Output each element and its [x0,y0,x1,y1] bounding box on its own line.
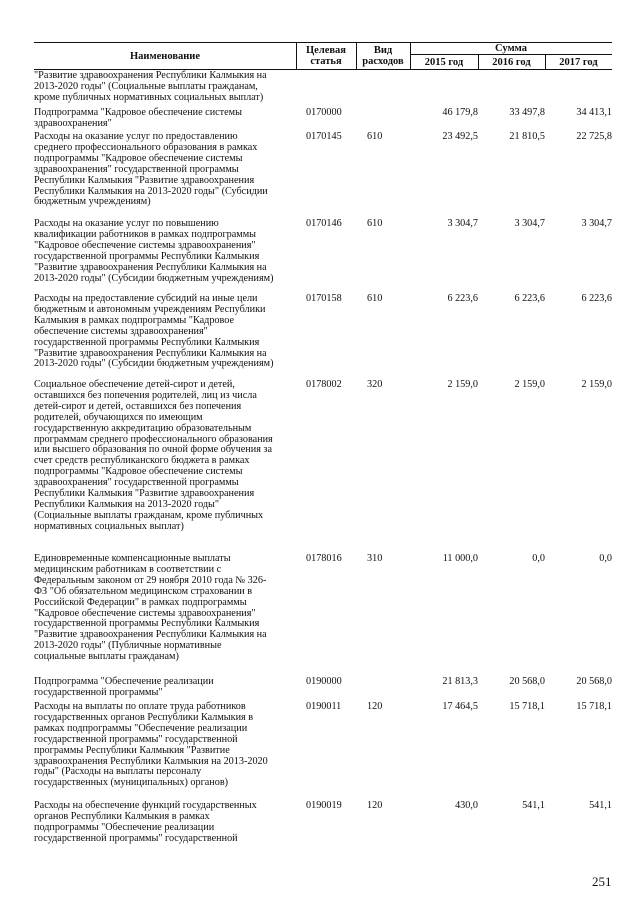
row-amount-2017: 15 718,1 [576,701,612,712]
row-amount-2016: 21 810,5 [509,131,545,142]
row-name: Единовременные компенсационные выплаты медицинским работникам в соответствии с Федеральным законом от 29 ноября 2010 года № 326- ФЗ "Об обязательном медицинском страховании в Российской Федерации" в рамках подпрограммы "Кадровое обеспечение системы здравоохранения" государственной программы Республики Калмыкия "Развитие здравоохранения Республики Калмыкия на 2013-2020 годы" (Публичные нормативные социальные выплаты гражданам) [34,553,267,663]
column-header-sum: Сумма [495,43,527,54]
row-target-article: 0190019 [306,800,342,811]
row-expense-type: 610 [367,131,383,142]
row-name: Социальное обеспечение детей-сирот и детей, оставшихся без попечения родителей, лиц из числа детей-сирот и детей, оставшихся без попечения родителей, обучающихся по имеющим государственную аккредитацию образовательным программам среднего профессионального образования или высшего образования по очной форме обучения за счет средств республиканского бюджета в рамках подпрограммы "Кадровое обеспечение системы здравоохранения" государственной программы Республики Калмыкия "Развитие здравоохранения Республики Калмыкия на 2013-2020 годы" (Социальные выплаты гражданам, кроме публичных нормативных социальных выплат) [34,379,273,532]
row-target-article: 0190011 [306,701,342,712]
row-amount-2016: 33 497,8 [509,107,545,118]
row-target-article: 0178002 [306,379,342,390]
row-expense-type: 320 [367,379,383,390]
row-amount-2015: 3 304,7 [447,218,478,229]
column-header-year-2017: 2017 год [559,57,598,68]
row-amount-2016: 0,0 [532,553,545,564]
row-amount-2016: 541,1 [522,800,545,811]
table-header [34,42,612,70]
row-amount-2015: 17 464,5 [442,701,478,712]
row-amount-2015: 21 813,3 [442,676,478,687]
row-amount-2017: 3 304,7 [581,218,612,229]
row-amount-2016: 6 223,6 [514,293,545,304]
column-header-name: Наименование [130,51,200,62]
row-amount-2015: 6 223,6 [447,293,478,304]
row-name: Расходы на обеспечение функций государственных органов Республики Калмыкия в рамках подпрограммы "Обеспечение реализации государственной программы" государственной [34,800,257,844]
row-name: Расходы на выплаты по оплате труда работников государственных органов Республики Калмыкия в рамках подпрограммы "Обеспечение реализации государственной программы" государственной программы Республики Калмыкия "Развитие здравоохранения Республики Калмыкия на 2013-2020 годы" (Расходы на выплаты персоналу государственных (муниципальных) органов) [34,701,268,789]
row-name: "Развитие здравоохранения Республики Калмыкия на 2013-2020 годы" (Социальные выплаты гражданам, кроме публичных нормативных социальных выплат) [34,70,267,103]
row-expense-type: 610 [367,293,383,304]
row-name: Расходы на оказание услуг по повышению квалификации работников в рамках подпрограммы "Кадровое обеспечение системы здравоохранения" государственной программы Республики Калмыкия "Развитие здравоохранения Республики Калмыкия на 2013-2020 годы" (Субсидии бюджетным учреждениям) [34,218,274,284]
row-amount-2017: 22 725,8 [576,131,612,142]
row-amount-2015: 2 159,0 [447,379,478,390]
row-target-article: 0170146 [306,218,342,229]
row-name: Подпрограмма "Обеспечение реализации государственной программы" [34,676,214,698]
row-expense-type: 120 [367,800,383,811]
row-target-article: 0190000 [306,676,342,687]
row-amount-2017: 34 413,1 [576,107,612,118]
row-amount-2017: 6 223,6 [581,293,612,304]
column-header-expense-type: Вид расходов [362,45,404,67]
row-name: Подпрограмма "Кадровое обеспечение системы здравоохранения" [34,107,242,129]
row-amount-2017: 0,0 [599,553,612,564]
header-sum-rule [411,54,612,55]
row-amount-2016: 2 159,0 [514,379,545,390]
row-amount-2017: 2 159,0 [581,379,612,390]
row-amount-2016: 3 304,7 [514,218,545,229]
column-header-target-article: Целевая статья [306,45,346,67]
row-target-article: 0170000 [306,107,342,118]
row-amount-2015: 23 492,5 [442,131,478,142]
row-expense-type: 610 [367,218,383,229]
row-amount-2016: 20 568,0 [509,676,545,687]
row-target-article: 0170145 [306,131,342,142]
row-target-article: 0178016 [306,553,342,564]
row-expense-type: 120 [367,701,383,712]
row-name: Расходы на предоставление субсидий на иные цели бюджетным и автономным учреждениям Республики Калмыкия в рамках подпрограммы "Кадровое обеспечение системы здравоохранения" государственной программы Республики Калмыкия "Развитие здравоохранения Республики Калмыкия на 2013-2020 годы" (Субсидии бюджетным учреждениям) [34,293,274,370]
row-amount-2017: 20 568,0 [576,676,612,687]
column-header-year-2015: 2015 год [424,57,464,68]
page-number: 251 [592,874,612,889]
row-amount-2016: 15 718,1 [509,701,545,712]
column-header-year-2016: 2016 год [492,57,531,68]
row-expense-type: 310 [367,553,383,564]
row-amount-2015: 11 000,0 [442,553,478,564]
row-amount-2015: 46 179,8 [442,107,478,118]
row-target-article: 0170158 [306,293,342,304]
row-name: Расходы на оказание услуг по предоставлению среднего профессионального образования в рамках подпрограммы "Кадровое обеспечение системы здравоохранения" государственной программы Республики Калмыкия "Развитие здравоохранения Республики Калмыкия на 2013-2020 годы" (Субсидии бюджетным учреждениям) [34,131,268,208]
row-amount-2017: 541,1 [589,800,612,811]
row-amount-2015: 430,0 [455,800,478,811]
